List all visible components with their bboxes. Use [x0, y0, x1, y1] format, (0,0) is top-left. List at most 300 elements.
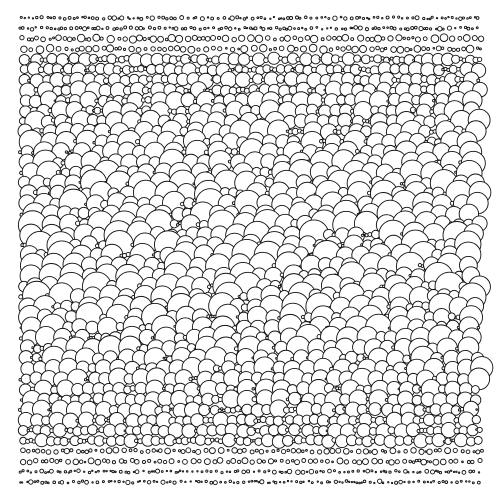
- pattern-circle: [321, 29, 322, 30]
- pattern-circle: [197, 48, 200, 51]
- pattern-circle: [59, 459, 61, 461]
- pattern-circle: [445, 18, 447, 20]
- pattern-circle: [210, 481, 213, 484]
- pattern-circle: [83, 471, 84, 472]
- pattern-circle: [87, 27, 89, 29]
- pattern-circle: [275, 460, 277, 462]
- pattern-circle: [398, 16, 400, 18]
- pattern-circle: [19, 55, 29, 65]
- pattern-circle: [340, 16, 342, 18]
- pattern-circle: [452, 55, 460, 63]
- pattern-circle: [148, 459, 151, 462]
- pattern-circle: [201, 481, 202, 482]
- pattern-circle: [451, 482, 452, 483]
- pattern-circle: [299, 17, 301, 19]
- pattern-circle: [286, 28, 288, 30]
- pattern-circle: [438, 448, 442, 452]
- pattern-circle: [150, 16, 154, 20]
- pattern-circle: [46, 450, 51, 455]
- pattern-circle: [40, 16, 43, 19]
- pattern-circle: [301, 470, 305, 474]
- pattern-circle: [431, 16, 433, 18]
- pattern-circle: [41, 37, 46, 42]
- pattern-circle: [280, 37, 284, 41]
- pattern-circle: [321, 482, 323, 484]
- pattern-circle: [476, 409, 478, 411]
- pattern-circle: [445, 448, 451, 454]
- pattern-circle: [413, 471, 415, 473]
- pattern-circle: [429, 461, 431, 463]
- pattern-circle: [291, 481, 292, 482]
- pattern-circle: [225, 481, 227, 483]
- pattern-circle: [20, 459, 25, 464]
- pattern-circle: [370, 47, 375, 52]
- pattern-circle: [49, 38, 51, 40]
- pattern-circle: [448, 16, 449, 17]
- pattern-circle: [330, 27, 331, 28]
- pattern-circle: [129, 36, 136, 43]
- pattern-circle: [472, 36, 477, 41]
- pattern-circle: [70, 470, 72, 472]
- pattern-circle: [248, 35, 255, 42]
- pattern-circle: [262, 28, 265, 31]
- pattern-circle: [330, 449, 335, 454]
- pattern-circle: [251, 17, 254, 20]
- pattern-circle: [279, 481, 280, 482]
- pattern-circle: [403, 37, 405, 39]
- pattern-circle: [477, 427, 482, 432]
- pattern-circle: [195, 16, 197, 18]
- pattern-circle: [144, 480, 146, 482]
- pattern-circle: [138, 66, 145, 73]
- pattern-circle: [115, 47, 118, 50]
- pattern-circle: [376, 46, 380, 50]
- pattern-circle: [173, 481, 176, 484]
- pattern-circle: [260, 27, 262, 29]
- pattern-circle: [53, 16, 55, 18]
- pattern-circle: [344, 17, 347, 20]
- pattern-circle: [107, 45, 114, 52]
- pattern-circle: [290, 17, 293, 20]
- pattern-circle: [135, 382, 147, 394]
- pattern-circle: [36, 46, 44, 54]
- pattern-circle: [298, 37, 303, 42]
- pattern-circle: [132, 482, 134, 484]
- pattern-circle: [260, 16, 262, 18]
- pattern-circle: [386, 16, 389, 19]
- pattern-circle: [342, 482, 343, 483]
- pattern-circle: [454, 433, 467, 446]
- pattern-circle: [451, 16, 453, 18]
- pattern-circle: [354, 55, 361, 62]
- pattern-circle: [53, 37, 55, 39]
- pattern-circle: [431, 35, 439, 43]
- pattern-circle: [467, 461, 470, 464]
- pattern-circle: [218, 448, 224, 454]
- pattern-circle: [201, 471, 203, 473]
- pattern-circle: [401, 18, 403, 20]
- pattern-circle: [226, 471, 227, 472]
- pattern-circle: [306, 471, 307, 472]
- pattern-circle: [123, 481, 124, 482]
- pattern-circle: [430, 482, 431, 483]
- pattern-circle: [243, 18, 246, 21]
- pattern-circle: [296, 470, 301, 475]
- pattern-circle: [369, 451, 371, 453]
- pattern-circle: [398, 451, 400, 453]
- pattern-circle: [438, 27, 442, 31]
- pattern-circle: [419, 449, 424, 454]
- pattern-circle: [36, 449, 40, 453]
- pattern-circle: [264, 471, 266, 473]
- pattern-circle: [315, 471, 317, 473]
- pattern-circle: [143, 470, 145, 472]
- pattern-circle: [433, 480, 435, 482]
- pattern-circle: [159, 449, 163, 453]
- pattern-circle: [151, 471, 152, 472]
- pattern-circle: [333, 16, 337, 20]
- pattern-circle: [378, 479, 382, 483]
- pattern-circle: [284, 35, 290, 41]
- pattern-circle: [285, 471, 287, 473]
- pattern-circle: [47, 16, 49, 18]
- pattern-circle: [107, 35, 114, 42]
- pattern-circle: [435, 28, 437, 30]
- pattern-circle: [421, 459, 427, 465]
- pattern-circle: [388, 36, 393, 41]
- pattern-circle: [140, 451, 143, 454]
- pattern-circle: [193, 18, 194, 19]
- pattern-circle: [352, 27, 353, 28]
- pattern-circle: [139, 26, 143, 30]
- pattern-circle: [300, 46, 306, 52]
- pattern-circle: [326, 481, 328, 483]
- pattern-circle: [387, 27, 389, 29]
- pattern-circle: [404, 481, 405, 482]
- pattern-circle: [21, 46, 27, 52]
- pattern-circle: [54, 450, 58, 454]
- pattern-circle: [352, 46, 359, 53]
- pattern-circle: [123, 37, 127, 41]
- pattern-circle: [316, 26, 318, 28]
- pattern-circle: [19, 471, 21, 473]
- pattern-circle: [37, 480, 39, 482]
- pattern-circle: [308, 480, 310, 482]
- pattern-circle: [460, 26, 462, 28]
- pattern-circle: [120, 28, 122, 30]
- pattern-circle: [88, 458, 94, 464]
- pattern-circle: [81, 480, 83, 482]
- pattern-circle: [73, 38, 76, 41]
- pattern-circle: [253, 471, 254, 472]
- pattern-circle: [275, 26, 277, 28]
- pattern-circle: [61, 85, 71, 95]
- pattern-circle: [405, 47, 409, 51]
- pattern-circle: [363, 449, 368, 454]
- pattern-circle: [92, 470, 93, 471]
- pattern-circle: [250, 460, 254, 464]
- pattern-circle: [110, 470, 111, 471]
- pattern-circle: [442, 28, 444, 30]
- pattern-circle: [235, 65, 243, 73]
- pattern-circle: [287, 480, 288, 481]
- pattern-circle: [368, 18, 370, 20]
- pattern-circle: [384, 47, 386, 49]
- pattern-circle: [19, 27, 21, 29]
- pattern-circle: [218, 28, 220, 30]
- pattern-circle: [273, 481, 274, 482]
- pattern-circle: [92, 482, 93, 483]
- pattern-circle: [106, 448, 112, 454]
- pattern-circle: [316, 17, 318, 19]
- pattern-circle: [397, 46, 404, 53]
- pattern-circle: [46, 44, 53, 51]
- pattern-circle: [350, 17, 353, 20]
- pattern-circle: [103, 424, 116, 437]
- pattern-circle: [73, 459, 79, 465]
- pattern-circle: [427, 461, 429, 463]
- pattern-circle: [361, 55, 370, 64]
- pattern-circle: [50, 17, 52, 19]
- pattern-circle: [102, 28, 103, 29]
- pattern-circle: [456, 471, 457, 472]
- pattern-circle: [122, 448, 126, 452]
- pattern-circle: [24, 17, 25, 18]
- pattern-circle: [427, 47, 430, 50]
- pattern-circle: [103, 18, 105, 20]
- pattern-circle: [210, 471, 212, 473]
- pattern-circle: [449, 36, 454, 41]
- pattern-circle: [270, 27, 272, 29]
- pattern-circle: [374, 482, 375, 483]
- pattern-circle: [234, 470, 236, 472]
- pattern-circle: [296, 481, 298, 483]
- pattern-circle: [288, 26, 292, 30]
- pattern-circle: [305, 36, 310, 41]
- pattern-circle: [136, 48, 141, 53]
- pattern-circle: [197, 471, 198, 472]
- pattern-circle: [96, 17, 99, 20]
- pattern-circle: [258, 482, 259, 483]
- pattern-circle: [408, 481, 410, 483]
- pattern-circle: [237, 470, 239, 472]
- pattern-circle: [463, 35, 470, 42]
- pattern-circle: [389, 471, 391, 473]
- pattern-circle: [207, 17, 208, 18]
- pattern-circle: [246, 17, 247, 18]
- pattern-circle: [78, 481, 81, 484]
- pattern-circle: [165, 448, 171, 454]
- pattern-circle: [153, 480, 155, 482]
- pattern-circle: [351, 451, 353, 453]
- pattern-circle: [291, 460, 293, 462]
- pattern-circle: [27, 38, 30, 41]
- pattern-circle: [118, 47, 121, 50]
- pattern-circle: [227, 461, 230, 464]
- pattern-circle: [152, 449, 155, 452]
- pattern-circle: [440, 459, 446, 465]
- pattern-circle: [256, 480, 257, 481]
- pattern-circle: [235, 28, 236, 29]
- pattern-circle: [242, 448, 246, 452]
- pattern-circle: [205, 36, 210, 41]
- pattern-circle: [322, 471, 324, 473]
- pattern-circle: [287, 17, 290, 20]
- pattern-circle: [64, 27, 66, 29]
- pattern-circle: [146, 449, 150, 453]
- pattern-circle: [472, 470, 474, 472]
- pattern-circle: [328, 469, 332, 473]
- pattern-circle: [356, 449, 361, 454]
- pattern-circle: [266, 450, 268, 452]
- pattern-circle: [129, 46, 134, 51]
- pattern-circle: [89, 449, 92, 452]
- pattern-circle: [439, 472, 441, 474]
- pattern-circle: [366, 469, 370, 473]
- pattern-circle: [236, 16, 239, 19]
- pattern-circle: [472, 482, 474, 484]
- pattern-circle: [436, 46, 441, 51]
- pattern-circle: [460, 480, 462, 482]
- pattern-circle: [358, 26, 362, 30]
- pattern-circle: [337, 458, 343, 464]
- pattern-circle: [29, 48, 33, 52]
- pattern-circle: [260, 480, 264, 484]
- pattern-circle: [45, 481, 47, 483]
- pattern-circle: [251, 45, 257, 51]
- pattern-circle: [155, 64, 165, 74]
- pattern-circle: [48, 471, 49, 472]
- pattern-circle: [458, 472, 459, 473]
- pattern-circle: [123, 48, 125, 50]
- pattern-circle: [108, 16, 111, 19]
- pattern-circle: [154, 461, 156, 463]
- pattern-circle: [232, 448, 238, 454]
- pattern-circle: [185, 36, 191, 42]
- pattern-circle: [40, 26, 42, 28]
- pattern-circle: [230, 16, 234, 20]
- pattern-circle: [63, 18, 66, 21]
- pattern-circle: [200, 17, 204, 21]
- pattern-circle: [47, 53, 57, 63]
- pattern-circle: [60, 27, 63, 30]
- pattern-circle: [201, 37, 205, 41]
- pattern-circle: [230, 47, 234, 51]
- pattern-circle: [472, 415, 480, 423]
- pattern-circle: [391, 47, 397, 53]
- pattern-circle: [127, 471, 129, 473]
- pattern-circle: [40, 469, 44, 473]
- pattern-circle: [429, 18, 431, 20]
- pattern-circle: [205, 480, 207, 482]
- pattern-circle: [281, 18, 282, 19]
- pattern-circle: [337, 36, 342, 41]
- pattern-circle: [257, 459, 262, 464]
- pattern-circle: [59, 17, 61, 19]
- pattern-circle: [107, 436, 117, 446]
- pattern-circle: [317, 450, 321, 454]
- pattern-circle: [27, 460, 32, 465]
- pattern-circle: [447, 26, 451, 30]
- pattern-circle: [185, 481, 186, 482]
- pattern-circle: [144, 48, 147, 51]
- pattern-circle: [63, 37, 67, 41]
- pattern-circle: [283, 27, 286, 30]
- pattern-circle: [311, 482, 313, 484]
- pattern-circle: [469, 481, 471, 483]
- pattern-circle: [95, 459, 101, 465]
- pattern-circle: [46, 27, 48, 29]
- pattern-circle: [147, 481, 150, 484]
- pattern-circle: [222, 35, 229, 42]
- pattern-circle: [175, 35, 182, 42]
- pattern-circle: [79, 27, 81, 29]
- pattern-circle: [45, 472, 47, 474]
- pattern-circle: [153, 471, 155, 473]
- pattern-circle: [209, 448, 215, 454]
- pattern-circle: [168, 46, 173, 51]
- pattern-circle: [329, 481, 330, 482]
- pattern-circle: [471, 28, 473, 30]
- pattern-circle: [459, 17, 462, 20]
- pattern-circle: [415, 37, 420, 42]
- pattern-circle: [215, 470, 217, 472]
- pattern-circle: [283, 481, 285, 483]
- pattern-circle: [218, 47, 222, 51]
- pattern-circle: [173, 449, 175, 451]
- pattern-circle: [166, 18, 168, 20]
- pattern-circle: [134, 449, 137, 452]
- pattern-circle: [448, 47, 452, 51]
- pattern-circle: [441, 17, 443, 19]
- pattern-circle: [27, 28, 29, 30]
- pattern-circle: [280, 459, 283, 462]
- pattern-circle: [411, 27, 414, 30]
- pattern-circle: [148, 471, 150, 473]
- pattern-circle: [321, 460, 324, 463]
- pattern-circle: [198, 459, 202, 463]
- pattern-circle: [359, 482, 361, 484]
- pattern-circle: [125, 471, 127, 473]
- pattern-circle: [20, 16, 22, 18]
- pattern-circle: [329, 48, 332, 51]
- pattern-circle: [386, 461, 389, 464]
- pattern-circle: [22, 470, 24, 472]
- pattern-circle: [254, 27, 257, 30]
- pattern-circle: [41, 449, 45, 453]
- pattern-circle: [103, 470, 105, 472]
- pattern-circle: [158, 26, 161, 29]
- pattern-circle: [250, 27, 252, 29]
- pattern-circle: [385, 471, 387, 473]
- pattern-circle: [449, 65, 457, 73]
- pattern-circle: [237, 460, 240, 463]
- pattern-circle: [407, 37, 410, 40]
- pattern-circle: [357, 423, 371, 437]
- pattern-circle: [254, 481, 255, 482]
- pattern-circle: [356, 16, 359, 19]
- pattern-circle: [359, 46, 366, 53]
- pattern-circle: [383, 27, 385, 29]
- pattern-circle: [462, 470, 466, 474]
- pattern-circle: [100, 37, 103, 40]
- pattern-circle: [353, 460, 357, 464]
- pattern-circle: [244, 27, 246, 29]
- pattern-circle: [417, 472, 419, 474]
- pattern-circle: [477, 79, 480, 82]
- pattern-circle: [275, 482, 277, 484]
- pattern-circle: [241, 46, 248, 53]
